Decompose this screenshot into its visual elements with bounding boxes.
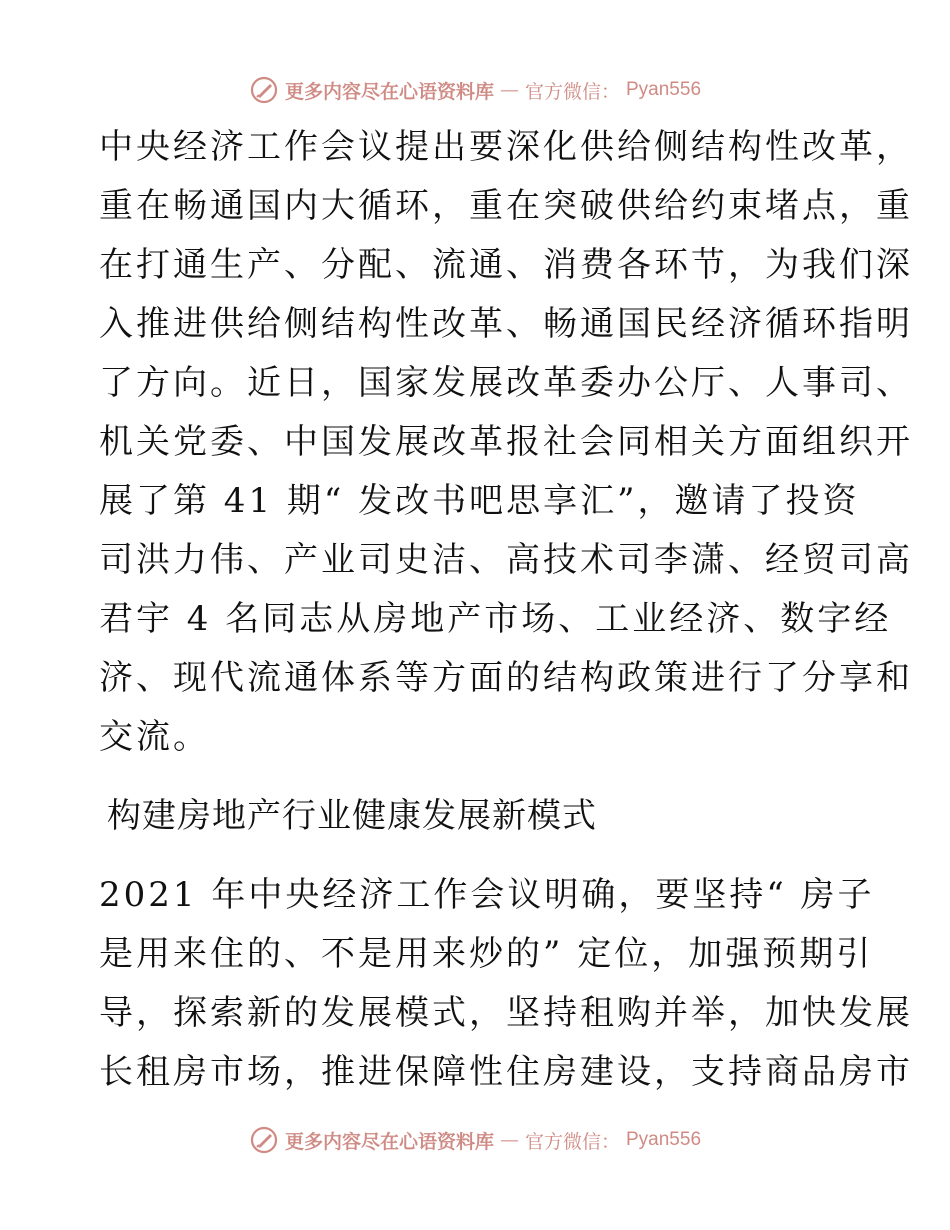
text-line: 重在畅通国内大循环，重在突破供给约束堵点，重: [99, 186, 913, 226]
text-line: 机关党委、中国发展改革报社会同相关方面组织开: [99, 422, 913, 462]
text-line: 长租房市场，推进保障性住房建设，支持商品房市: [99, 1052, 913, 1092]
document-body: [99, 118, 913, 1102]
watermark-contact-id: Pyan556: [626, 1129, 702, 1150]
watermark-contact-label: 官方微信：: [524, 1130, 620, 1153]
watermark-contact-label: 官方微信：: [524, 80, 620, 103]
text-line: 2021 年中央经济工作会议明确，要坚持“ 房子: [99, 875, 875, 915]
paragraph-intro: [99, 118, 913, 767]
watermark-separator: —: [499, 1129, 519, 1151]
watermark-text: 更多内容尽在心语资料库: [284, 80, 494, 103]
text-line: 展了第 41 期“ 发改书吧思享汇”，邀请了投资: [99, 481, 860, 521]
paragraph-housing: [99, 866, 913, 1102]
text-line: 是用来住的、不是用来炒的” 定位，加强预期引: [99, 934, 874, 974]
text-line: 济、现代流通体系等方面的结构政策进行了分享和: [99, 658, 913, 698]
watermark-text: 更多内容尽在心语资料库: [284, 1130, 494, 1153]
quill-logo-icon: [249, 1125, 279, 1155]
text-line: 入推进供给侧结构性改革、畅通国民经济循环指明: [99, 304, 913, 344]
text-line: 导，探索新的发展模式，坚持租购并举，加快发展: [99, 993, 913, 1033]
text-line: 中央经济工作会议提出要深化供给侧结构性改革，: [99, 127, 913, 167]
header-watermark: [0, 70, 950, 110]
text-line: 了方向。近日，国家发展改革委办公厅、人事司、: [99, 363, 913, 403]
watermark-separator: —: [499, 79, 519, 101]
text-line: 交流。: [99, 717, 210, 757]
text-line: 在打通生产、分配、流通、消费各环节，为我们深: [99, 245, 913, 285]
watermark-contact-id: Pyan556: [626, 79, 702, 100]
text-line: 司洪力伟、产业司史洁、高技术司李潇、经贸司高: [99, 540, 913, 580]
text-line: 君宇 4 名同志从房地产市场、工业经济、数字经: [99, 599, 892, 639]
quill-logo-icon: [249, 75, 279, 105]
footer-watermark: [0, 1120, 950, 1160]
section-heading: 构建房地产行业健康发展新模式: [107, 796, 597, 836]
